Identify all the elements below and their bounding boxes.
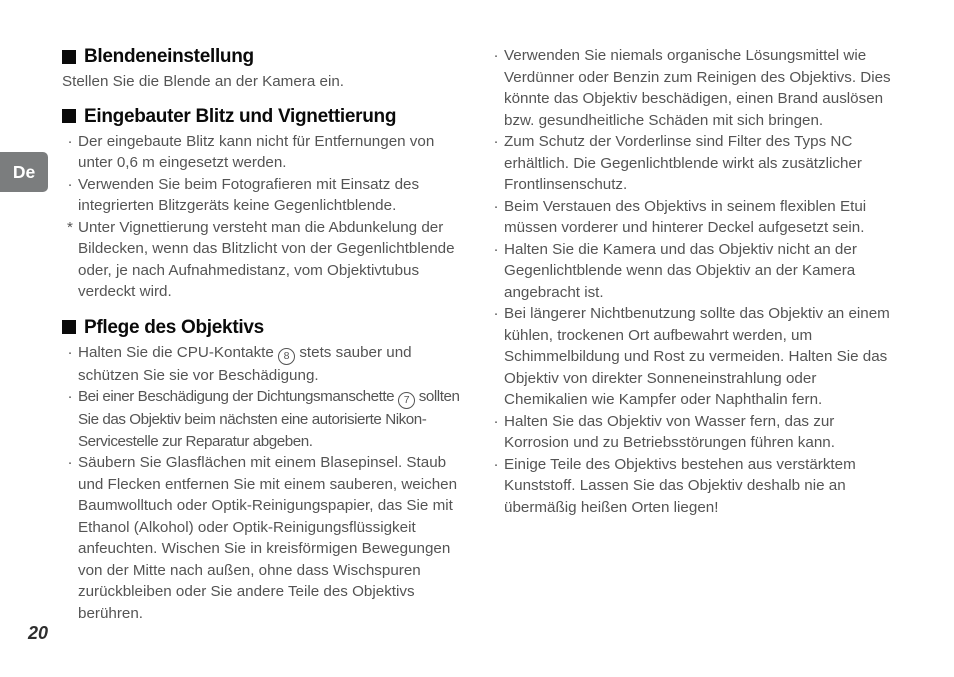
list-item-text: Bei längerer Nichtbenutzung sollte das Objektiv an einem kühlen, trockenen Ort aufbewahrt werden, um Schimmelbildung und Rost zu vermeiden. Halten Sie das Objektiv von direkter Sonneneinstrahlung oder Chemikalien wie Kampfer oder Naphthalin fern. [504,305,890,408]
list-item-text: Halten Sie das Objektiv von Wasser fern, das zur Korrosion und zu Betriebsstörungen führen kann. [504,412,835,451]
text-before-ref: Halten Sie die CPU-Kontakte [78,343,274,361]
text-after-ref: sollten Sie das Objektiv beim nächsten eine autorisierte Nikon-Servicestelle zur Reparatur abgeben. [78,388,460,450]
text-before-ref: Bei einer Beschädigung der Dichtungsmanschette [78,388,395,405]
list-item-text: Verwenden Sie niemals organische Lösungsmittel wie Verdünner oder Benzin zum Reinigen des Objektivs. Dies könnte das Objektiv beschädigen, einen Brand auslösen bzw. gesundheitliche Schäden mit sich bringen. [504,47,891,129]
list-item-text: Unter Vignettierung versteht man die Abdunkelung der Bildecken, wenn das Blitzlicht von der Gegenlichtblende oder, je nach Aufnahmedistanz, vom Objektivtubus verdeckt wird. [78,218,455,300]
list-item [62,131,466,174]
language-tab-label: De [12,161,36,182]
section-title-care [62,316,466,339]
care-bullet-list [62,342,466,625]
left-column [62,45,466,637]
list-item [488,303,892,411]
list-item [488,45,892,131]
section-title-flash [62,105,466,128]
list-item [62,452,466,624]
list-item [488,454,892,519]
section-title-text: Blendeneinstellung [84,46,254,67]
list-item [488,131,892,196]
list-item-text: Einige Teile des Objektivs bestehen aus verstärktem Kunststoff. Lassen Sie das Objektiv deshalb nie an übermäßig heißen Orten liegen! [504,455,856,516]
section-title-aperture [62,45,466,68]
list-item-text: Halten Sie die Kamera und das Objektiv nicht an der Gegenlichtblende wenn das Objektiv an der Kamera angebracht ist. [504,240,857,301]
list-item [488,239,892,304]
page-number: 20 [28,623,49,643]
section-title-text: Pflege des Objektivs [84,316,264,338]
bullet-marker: · [493,133,499,150]
section-square-icon [62,50,76,64]
section-square-icon [62,320,76,334]
language-tab-de [0,152,48,192]
bullet-marker: · [493,240,499,258]
bullet-marker: · [67,388,73,405]
circled-number-7: 7 [398,392,415,409]
bullet-marker: · [67,132,73,150]
list-item [62,342,466,387]
bullet-marker: · [493,412,499,430]
list-item [488,411,892,454]
list-item-text: Verwenden Sie beim Fotografieren mit Einsatz des integrierten Blitzgeräts keine Gegenlichtblende. [78,175,420,214]
text-after-ref: stets sauber und schützen Sie sie vor Beschädigung. [78,343,412,384]
list-item [62,386,466,452]
bullet-marker: · [67,343,73,361]
list-item-text: Zum Schutz der Vorderlinse sind Filter des Typs NC erhältlich. Die Gegenlichtblende wirkt als zusätzlicher Frontlinsenschutz. [504,133,862,193]
flash-bullet-list [62,131,466,303]
list-item [62,174,466,217]
bullet-marker: · [493,305,499,322]
list-item-text: Beim Verstauen des Objektivs in seinem flexiblen Etui müssen vorderer und hinterer Deckel aufgesetzt sein. [504,197,867,236]
aperture-body-text: Stellen Sie die Blende an der Kamera ein. [62,73,344,90]
bullet-marker: · [493,47,499,64]
list-item-text: Der eingebaute Blitz kann nicht für Entfernungen von unter 0,6 m eingesetzt werden. [78,132,435,171]
bullet-marker: · [493,197,499,215]
bullet-marker: · [67,454,73,471]
right-column [488,45,892,531]
asterisk-marker: * [67,218,73,236]
bullet-marker: · [67,175,73,193]
bullet-marker: · [493,455,499,473]
list-item [488,196,892,239]
list-item-text [78,386,466,452]
list-item-footnote [62,217,466,303]
list-item-text: Säubern Sie Glasflächen mit einem Blasepinsel. Staub und Flecken entfernen Sie mit einem sauberen, weichen Baumwolltuch oder Optik-Reinigungspapier, das Sie mit Ethanol (Alkohol) oder Optik-Reinigungsflüssigkeit anfeuchten. Wischen Sie in kreisförmigen Bewegungen von der Mitte nach außen, ohne dass Wischspuren zurückbleiben oder Sie andere Teile des Objektivs berühren. [78,454,458,622]
precautions-bullet-list [488,45,892,518]
section-square-icon [62,109,76,123]
section-title-text: Eingebauter Blitz und Vignettierung [84,105,397,127]
circled-number-8: 8 [278,348,295,365]
list-item-text [78,342,466,387]
